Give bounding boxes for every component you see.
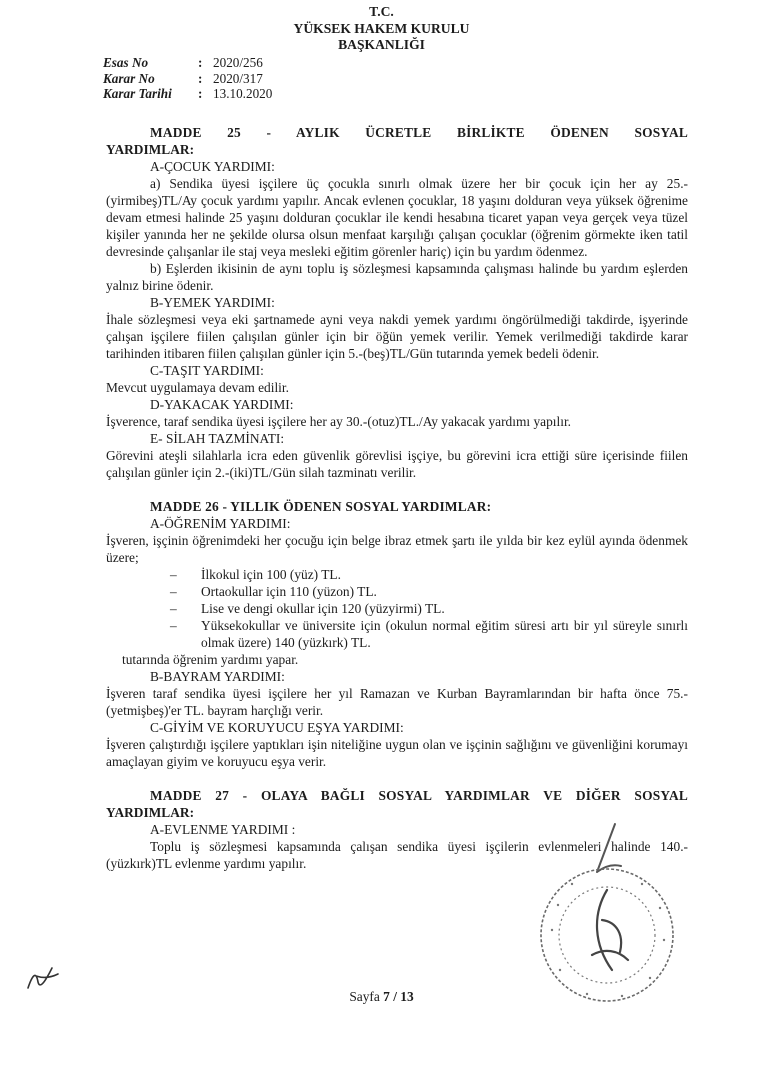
dash-bullet: – (170, 601, 177, 616)
page-number: 7 / 13 (383, 989, 414, 1004)
section-heading: B-YEMEK YARDIMI: (150, 295, 275, 310)
article-25-title: MADDE 25 - AYLIK ÜCRETLE BİRLİKTE ÖDENEN SOSYAL (150, 125, 688, 140)
meta-label: Esas No (103, 55, 149, 70)
paragraph: İşveren, işçinin öğrenimdeki her çocuğu için belge ibraz etmek şartı ile yılda bir kez eylül ayında ödenmek üzere; (106, 533, 688, 565)
list-item (170, 583, 688, 600)
case-meta (103, 55, 272, 102)
meta-value: 2020/317 (213, 70, 263, 86)
dash-bullet: – (170, 584, 177, 599)
list-item-text: Ortaokullar için 110 (yüzon) TL. (201, 584, 377, 599)
section-heading: A-EVLENME YARDIMI : (150, 822, 296, 837)
meta-colon: : (198, 55, 203, 70)
paragraph: tutarında öğrenim yardımı yapar. (122, 652, 299, 667)
paragraph: İşveren çalıştırdığı işçilere yaptıkları işin niteliğine uygun olan ve işçinin sağlığını ve güvenliğini korumayı amaçlayan giyim ve koruyucu eşya verir. (106, 737, 688, 769)
meta-label: Karar No (103, 70, 155, 86)
header-dept: BAŞKANLIĞI (338, 37, 425, 52)
meta-value: 2020/256 (213, 55, 263, 70)
meta-row-karar (103, 71, 272, 87)
spacer (106, 481, 688, 498)
list-item (170, 566, 688, 583)
paragraph: İşverence, taraf sendika üyesi işçilere her ay 30.-(otuz)TL./Ay yakacak yardımı yapılır. (106, 414, 572, 429)
article-27-title-cont: YARDIMLAR: (106, 805, 195, 820)
meta-colon: : (198, 70, 203, 86)
meta-row-esas (103, 55, 272, 71)
header-tc: T.C. (369, 4, 394, 19)
footer-prefix: Sayfa (349, 989, 384, 1004)
list-item-text: Lise ve dengi okullar için 120 (yüzyirmi) TL. (201, 601, 445, 616)
meta-colon: : (198, 86, 203, 102)
dash-bullet: – (170, 567, 177, 582)
document-body (106, 124, 688, 872)
paragraph: Mevcut uygulamaya devam edilir. (106, 380, 289, 395)
article-27-title: MADDE 27 - OLAYA BAĞLI SOSYAL YARDIMLAR VE DİĞER SOSYAL (150, 788, 688, 803)
section-heading: B-BAYRAM YARDIMI: (150, 669, 285, 684)
spacer (106, 770, 688, 787)
meta-label: Karar Tarihi (103, 86, 172, 102)
meta-row-tarih (103, 86, 272, 102)
list-item-text: İlkokul için 100 (yüz) TL. (201, 567, 341, 582)
tuition-list (106, 566, 688, 651)
section-heading: A-ÖĞRENİM YARDIMI: (150, 516, 291, 531)
page-footer (0, 988, 763, 1005)
section-heading: C-GİYİM VE KORUYUCU EŞYA YARDIMI: (150, 720, 404, 735)
section-heading: D-YAKACAK YARDIMI: (150, 397, 294, 412)
paragraph: a) Sendika üyesi işçilere üç çocukla sınırlı olmak üzere her bir çocuk için her ay 25.-(yirmibeş)TL/Ay çocuk yardımı yapılır. Ancak evlenen çocuklar, 18 yaşını dolduran veya yüksek öğrenime devam etmesi halinde 25 yaşını dolduran çocuklar ile kendi hesabına ticaret yapan veya gerçek veya tüzel kişiler yanında her ne şekilde olursa olsun menfaat karşılığı çalışan çocuklar (öğrenim görmekte iken tatil devresinde çalışanlar ile staj veya mesleki eğitim görenler hariç) için bu yardım ödenmez. (106, 176, 688, 259)
paragraph: İşveren taraf sendika üyesi işçilere her yıl Ramazan ve Kurban Bayramlarından bir hafta önce 75.-(yetmişbeş)'er TL. bayram harçlığı verir. (106, 686, 688, 718)
paragraph: Toplu iş sözleşmesi kapsamında çalışan sendika üyesi işçilerin evlenmeleri halinde 140.-(yüzkırk)TL evlenme yardımı yapılır. (106, 839, 688, 871)
paragraph: İhale sözleşmesi veya eki şartnamede ayni veya nakdi yemek yardımı öngörülmediği takdirde, işyerinde çalışan işçilere fiilen çalışılan günler için bir öğün yemek verilir. Yemek verilmediği takdirde karar tarihinden itibaren fiilen çalışılan günler için 5.-(beş)TL/Gün tutarında yemek bedeli ödenir. (106, 312, 688, 361)
list-item (170, 617, 688, 651)
section-heading: E- SİLAH TAZMİNATI: (150, 431, 285, 446)
list-item-text: Yüksekokullar ve üniversite için (okulun normal eğitim süresi artı bir yıl süreyle sınırlı olmak üzere) 140 (yüzkırk) TL. (201, 618, 688, 650)
meta-value: 13.10.2020 (213, 86, 273, 102)
header-org: YÜKSEK HAKEM KURULU (293, 21, 470, 36)
section-heading: C-TAŞIT YARDIMI: (150, 363, 264, 378)
paragraph: b) Eşlerden ikisinin de aynı toplu iş sözleşmesi kapsamında çalışması halinde bu yardım eşlerden yalnız birine ödenir. (106, 261, 688, 293)
section-heading: A-ÇOCUK YARDIMI: (150, 159, 275, 174)
article-26-title: MADDE 26 - YILLIK ÖDENEN SOSYAL YARDIMLAR: (150, 499, 492, 514)
paragraph: Görevini ateşli silahlarla icra eden güvenlik görevlisi işçiye, bu görevini icra ettiği süre içerisinde fiilen çalışılan günler için 2.-(iki)TL/Gün silah tazminatı verilir. (106, 448, 688, 480)
list-item (170, 600, 688, 617)
article-25-title-cont: YARDIMLAR: (106, 142, 195, 157)
dash-bullet: – (170, 618, 177, 633)
